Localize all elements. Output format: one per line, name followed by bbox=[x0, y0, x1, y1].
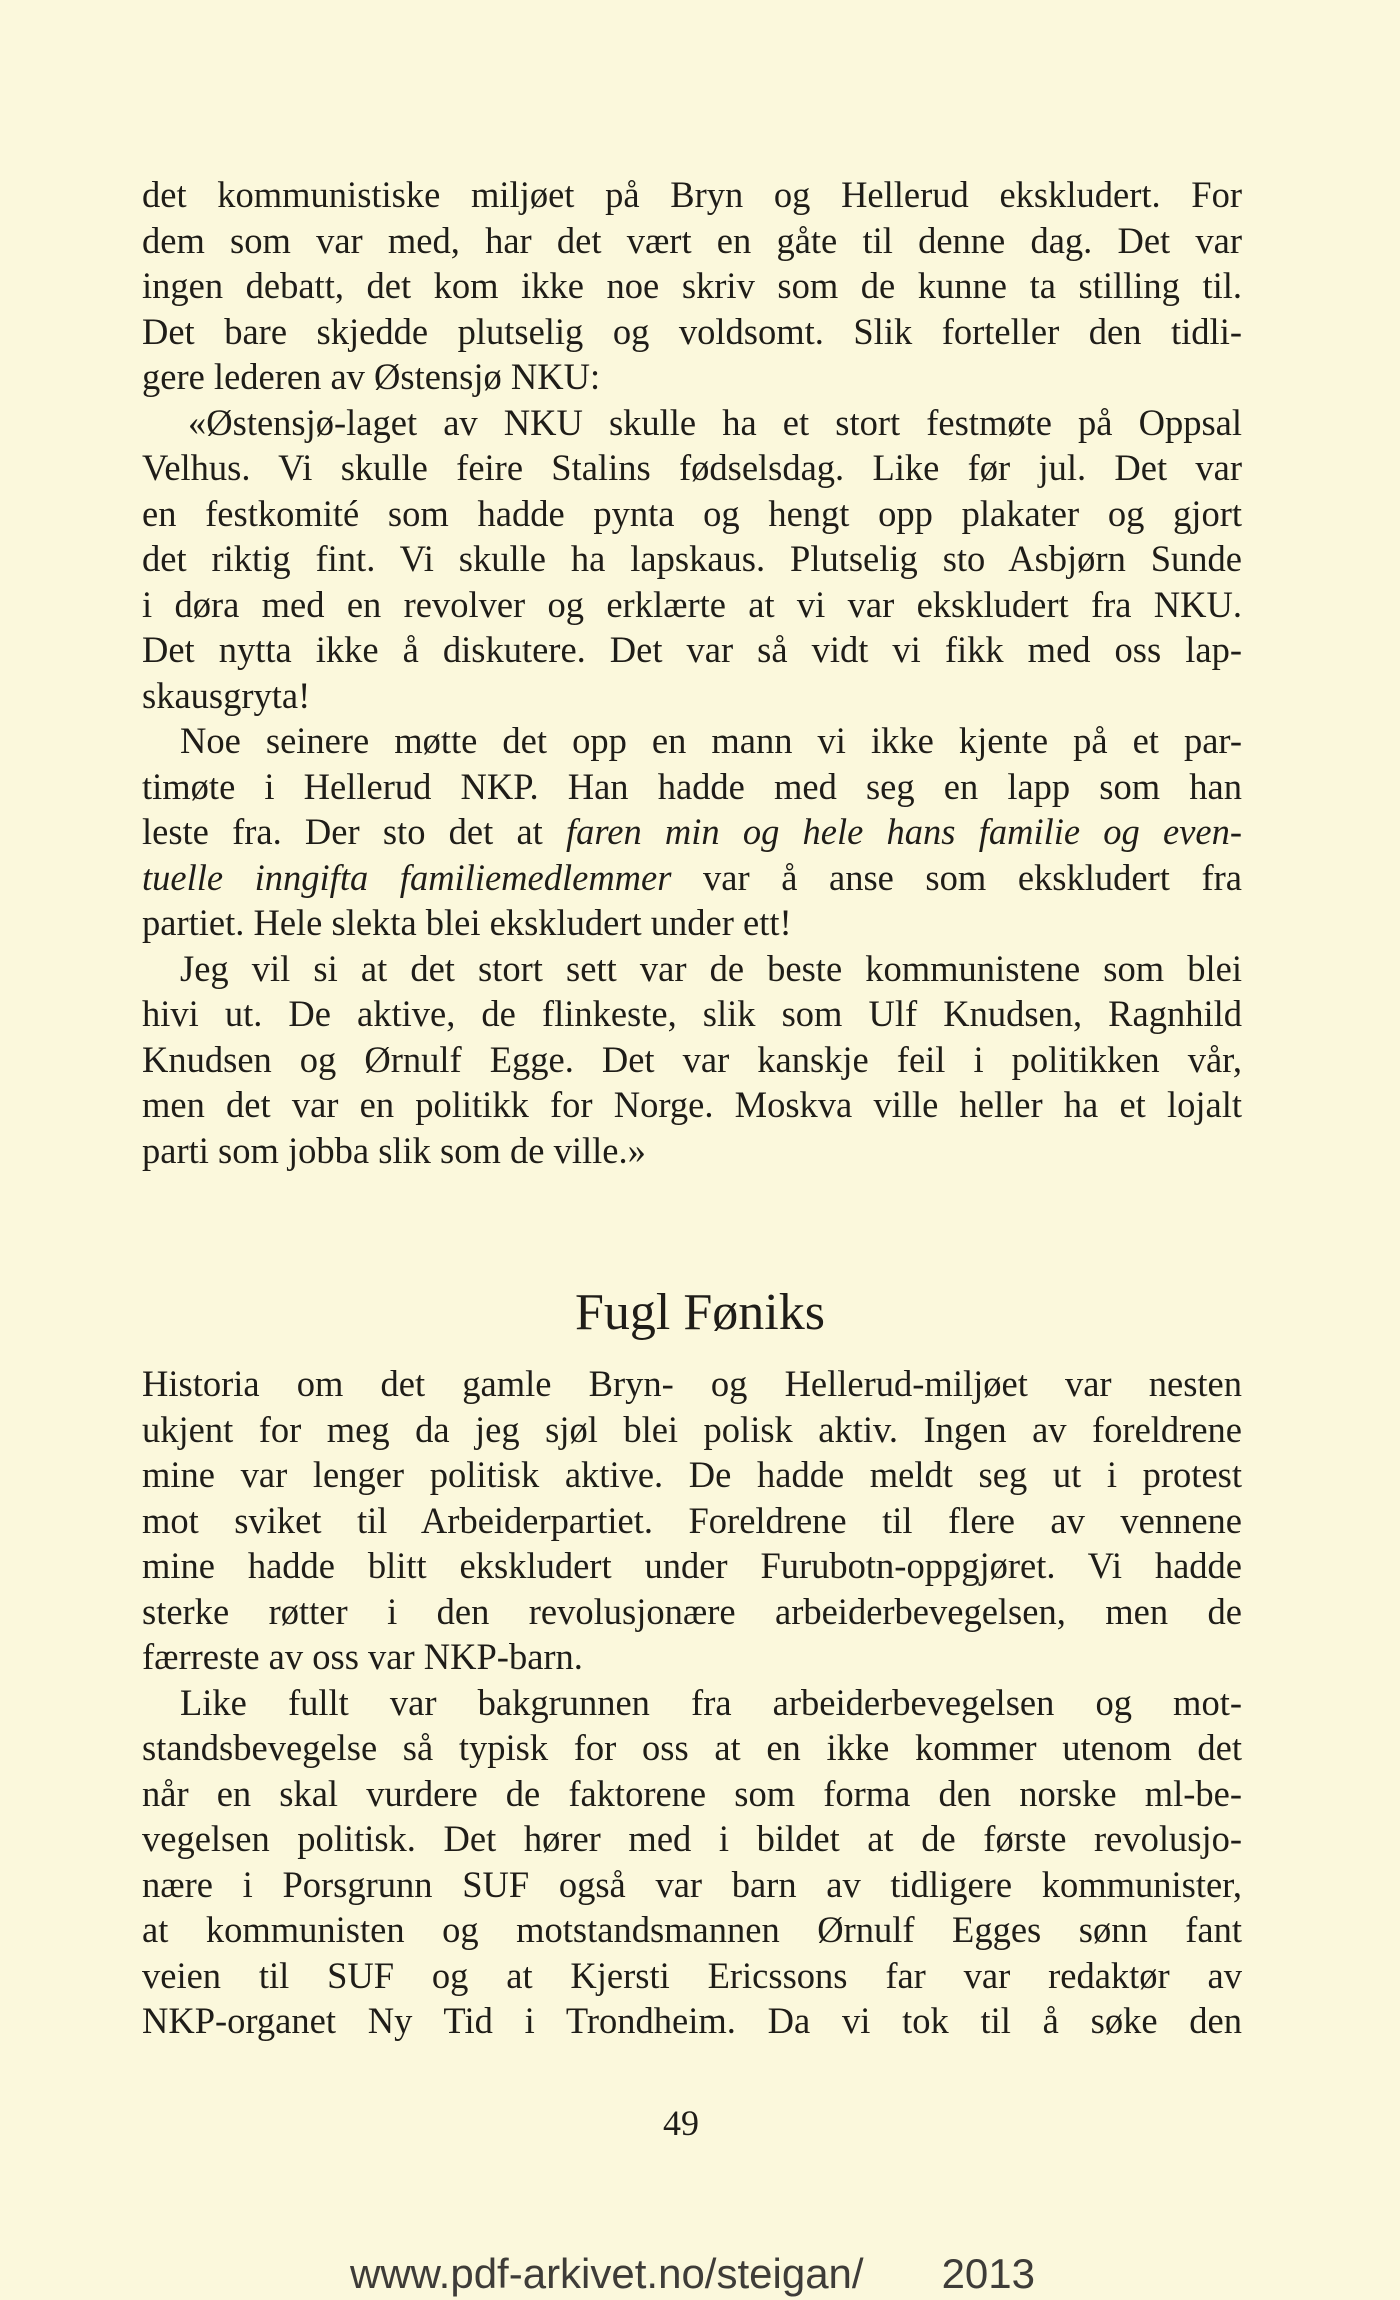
text-line: Knudsen og Ørnulf Egge. Det var kanskje feil i politikken vår, bbox=[142, 1038, 1242, 1080]
text-line: Like fullt var bakgrunnen fra arbeiderbevegelsen og mot- bbox=[180, 1681, 1242, 1723]
top-lines bbox=[142, 172, 1242, 809]
text-line: en festkomité som hadde pynta og hengt opp plakater og gjort bbox=[142, 492, 1242, 534]
text-line: hivi ut. De aktive, de flinkeste, slik som Ulf Knudsen, Ragnhild bbox=[142, 993, 1242, 1034]
text-line: Det bare skjedde plutselig og voldsomt. Slik forteller den tidli- bbox=[142, 310, 1242, 352]
text-line: Historia om det gamle Bryn- og Hellerud-miljøet var nesten bbox=[142, 1363, 1242, 1404]
text-line: når en skal vurdere de faktorene som forma den norske ml-be- bbox=[142, 1772, 1242, 1814]
top-end-lines bbox=[142, 946, 1242, 1174]
text-line: dem som var med, har det vært en gåte til denne dag. Det var bbox=[142, 219, 1242, 261]
text-line: ukjent for meg da jeg sjøl blei polisk aktiv. Ingen av foreldrene bbox=[142, 1408, 1242, 1450]
text-line: mine hadde blitt ekskludert under Furubotn-oppgjøret. Vi hadde bbox=[142, 1545, 1242, 1586]
text-line: færreste av oss var NKP-barn. bbox=[142, 1636, 583, 1677]
italic-phrase: faren min og hele hans familie og even- bbox=[566, 811, 1242, 852]
text-line: det kommunistiske miljøet på Bryn og Hellerud ekskludert. For bbox=[142, 174, 1242, 215]
section-heading: Fugl Føniks bbox=[575, 1284, 825, 1341]
text-line: i døra med en revolver og erklærte at vi var ekskludert fra NKU. bbox=[142, 583, 1242, 625]
text-line: NKP-organet Ny Tid i Trondheim. Da vi tok til å søke den bbox=[142, 2000, 1242, 2041]
text-line: veien til SUF og at Kjersti Ericssons far var redaktør av bbox=[142, 1954, 1242, 1996]
text-line: timøte i Hellerud NKP. Han hadde med seg en lapp som han bbox=[142, 765, 1242, 807]
text-line: leste fra. Der sto det at faren min og hele hans familie og even- bbox=[142, 811, 1242, 852]
page-number: 49 bbox=[663, 2103, 699, 2143]
text-line: skausgryta! bbox=[142, 674, 311, 716]
footer-watermark bbox=[350, 2250, 1050, 2298]
text-line: «Østensjø-laget av NKU skulle ha et stort festmøte på Oppsal bbox=[188, 401, 1242, 443]
text-line: nære i Porsgrunn SUF også var barn av tidligere kommunister, bbox=[142, 1863, 1242, 1905]
text-line: mot sviket til Arbeiderpartiet. Foreldrene til flere av vennene bbox=[142, 1499, 1242, 1541]
text-line: tuelle inngifta familiemedlemmer var å anse som ekskludert fra bbox=[142, 856, 1242, 898]
footer-url: www.pdf-arkivet.no/steigan/ bbox=[350, 2250, 864, 2297]
bottom-lines bbox=[142, 1361, 1242, 2044]
body-text-top bbox=[142, 172, 1242, 1173]
text-line: Jeg vil si at det stort sett var de beste kommunistene som blei bbox=[180, 947, 1242, 989]
text-line: parti som jobba slik som de ville.» bbox=[142, 1129, 646, 1171]
text-line: standsbevegelse så typisk for oss at en ikke kommer utenom det bbox=[142, 1727, 1242, 1768]
text-line: vegelsen politisk. Det hører med i bildet at de første revolusjo- bbox=[142, 1818, 1242, 1859]
body-text-bottom bbox=[142, 1361, 1242, 2044]
italic-phrase: tuelle inngifta familiemedlemmer bbox=[142, 856, 672, 898]
text-line: partiet. Hele slekta blei ekskludert under ett! bbox=[142, 902, 792, 943]
text-line: sterke røtter i den revolusjonære arbeiderbevegelsen, men de bbox=[142, 1590, 1242, 1632]
text-line: gere lederen av Østensjø NKU: bbox=[142, 356, 601, 397]
text-line: mine var lenger politisk aktive. De hadde meldt seg ut i protest bbox=[142, 1454, 1242, 1495]
text-line: Det nytta ikke å diskutere. Det var så vidt vi fikk med oss lap- bbox=[142, 629, 1242, 670]
text-line: Velhus. Vi skulle feire Stalins fødselsdag. Like før jul. Det var bbox=[142, 447, 1242, 488]
text-line: ingen debatt, det kom ikke noe skriv som de kunne ta stilling til. bbox=[142, 265, 1242, 306]
footer-year: 2013 bbox=[941, 2250, 1036, 2297]
text-line: det riktig fint. Vi skulle ha lapskaus. Plutselig sto Asbjørn Sunde bbox=[142, 538, 1242, 579]
text-line: Noe seinere møtte det opp en mann vi ikke kjente på et par- bbox=[180, 720, 1242, 761]
text-line: men det var en politikk for Norge. Moskva ville heller ha et lojalt bbox=[142, 1084, 1242, 1125]
text-line: at kommunisten og motstandsmannen Ørnulf Egges sønn fant bbox=[142, 1909, 1242, 1950]
